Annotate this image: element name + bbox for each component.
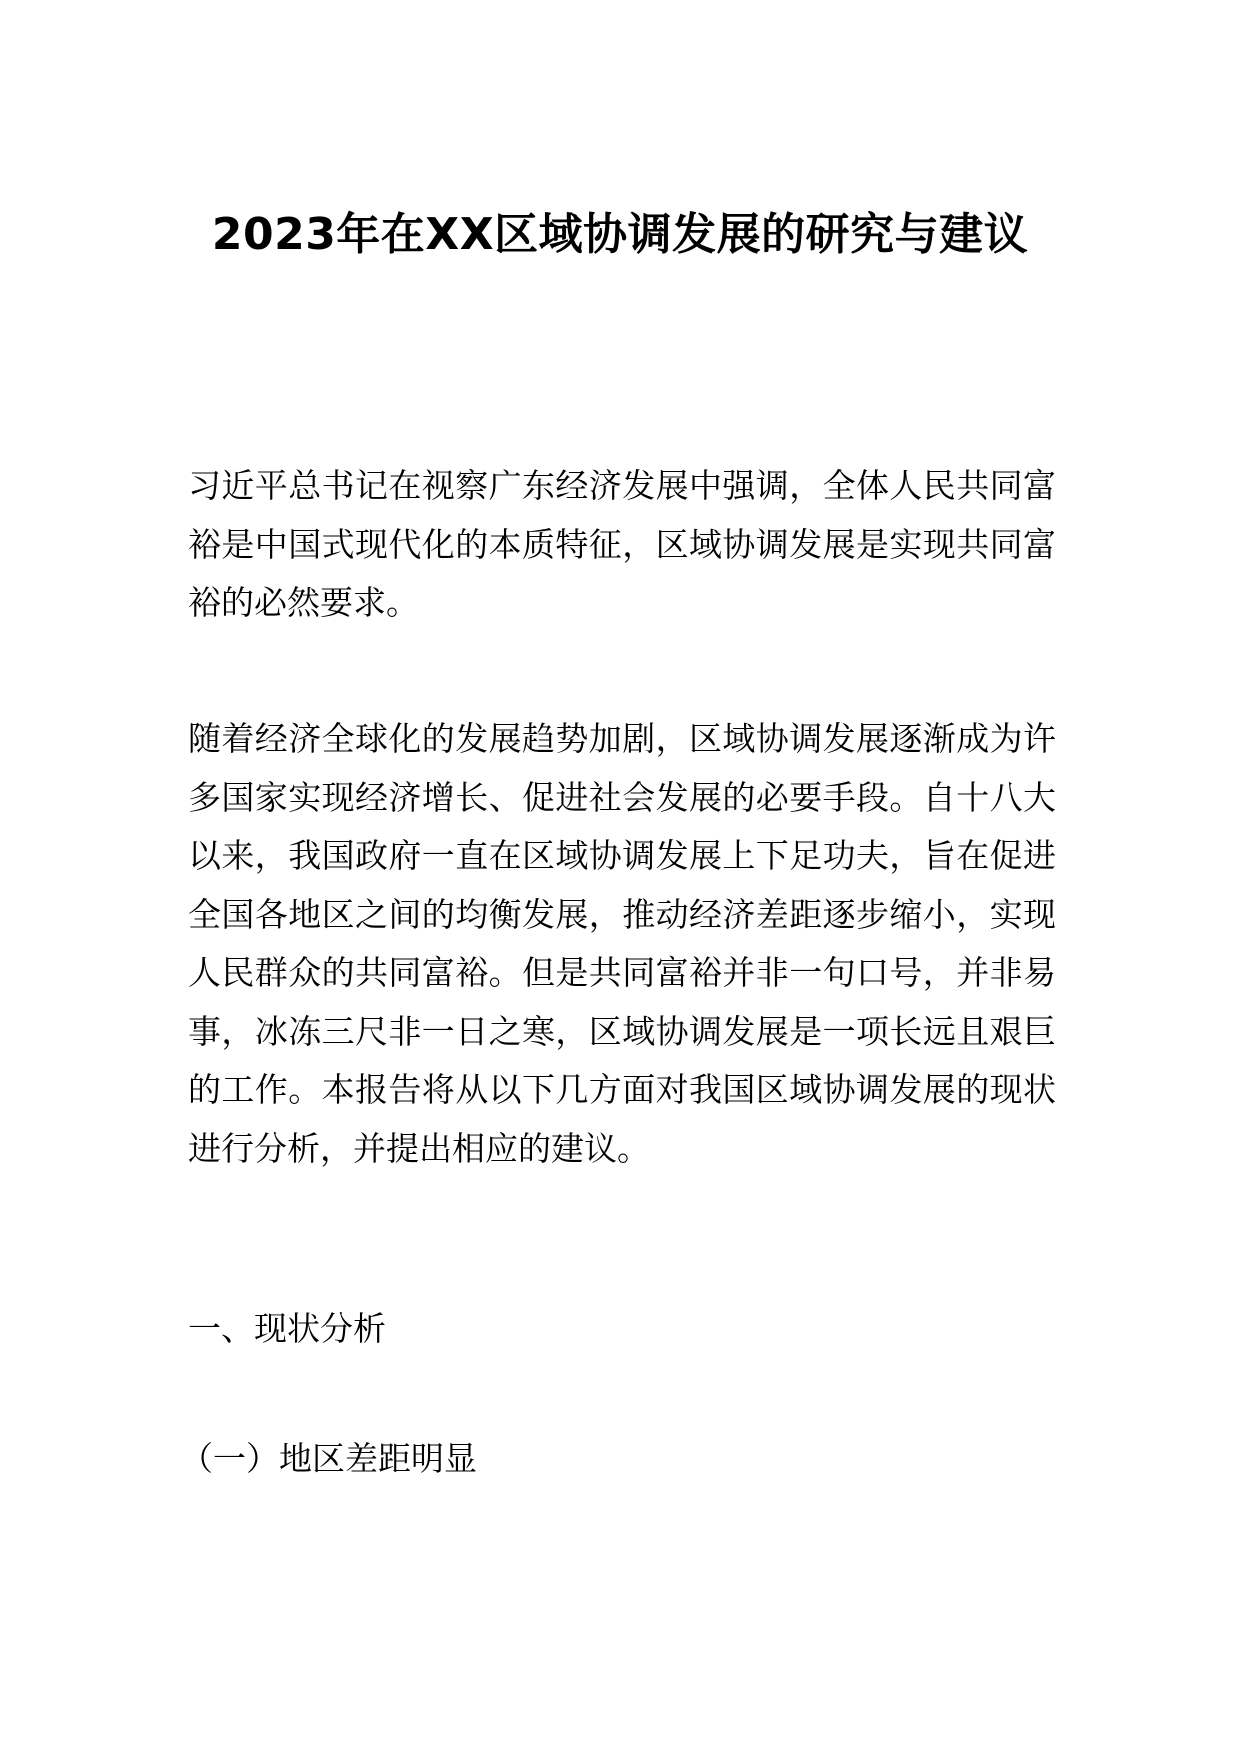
document-title: 2023年在XX区域协调发展的研究与建议 [211,209,1029,260]
subsection-heading: （一）地区差距明显 [180,1439,477,1478]
paragraph-background: 随着经济全球化的发展趋势加剧，区域协调发展逐渐成为许多国家实现经济增长、促进社会发展的必要手段。自十八大以来，我国政府一直在区域协调发展上下足功夫，旨在促进全国各地区之间的均衡发展，推动经济差距逐步缩小，实现人民群众的共同富裕。但是共同富裕并非一句口号，并非易事，冰冻三尺非一日之寒，区域协调发展是一项长远且艰巨的工作。本报告将从以下几方面对我国区域协调发展的现状进行分析，并提出相应的建议。 [188,719,1056,1168]
section-heading: 一、现状分析 [188,1309,386,1348]
paragraph-intro: 习近平总书记在视察广东经济发展中强调，全体人民共同富裕是中国式现代化的本质特征，区域协调发展是实现共同富裕的必然要求。 [188,466,1056,622]
